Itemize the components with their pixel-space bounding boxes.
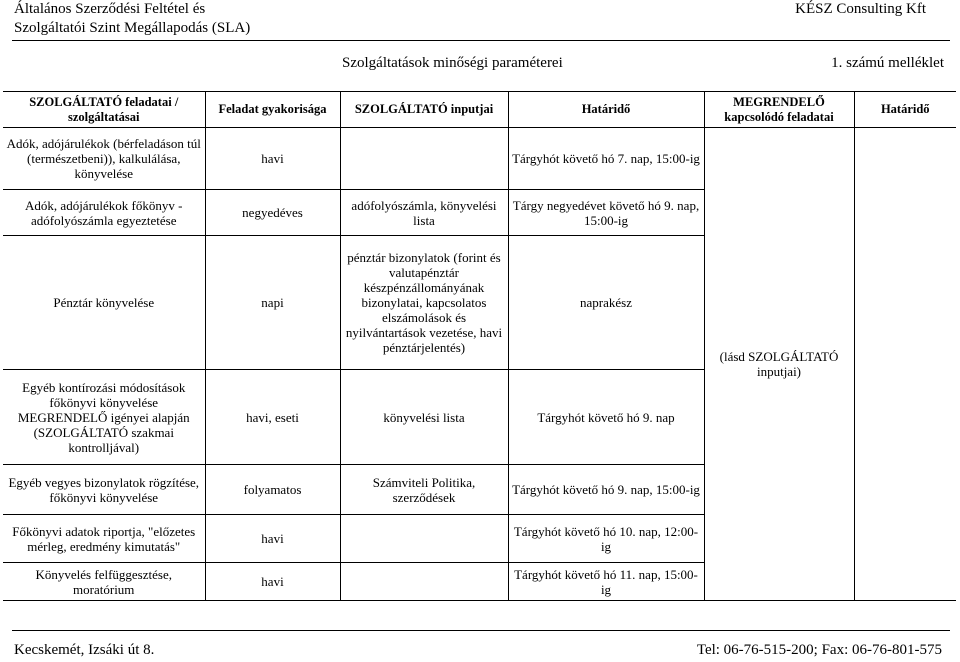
document-title xyxy=(14,0,250,38)
table-header-row xyxy=(3,92,956,128)
input-cell: Számviteli Politika, szerződések xyxy=(340,465,508,515)
section-subtitle: Szolgáltatások minőségi paraméterei xyxy=(342,55,563,71)
document-title-line1: Általános Szerződési Feltétel és xyxy=(14,1,206,17)
col-header-client-tasks: MEGRENDELŐ kapcsolódó feladatai xyxy=(704,92,854,128)
col-header-frequency: Feladat gyakorisága xyxy=(205,92,340,128)
input-cell: adófolyószámla, könyvelési lista xyxy=(340,190,508,236)
deadline-cell: Tárgy negyedévet követő hó 9. nap, 15:00-ig xyxy=(508,190,704,236)
footer-divider xyxy=(12,630,950,631)
input-cell xyxy=(340,128,508,190)
task-cell: Adók, adójárulékok főkönyv - adófolyószámla egyeztetése xyxy=(3,190,205,236)
col-header-client-deadline: Határidő xyxy=(854,92,956,128)
frequency-cell: folyamatos xyxy=(205,465,340,515)
input-cell: könyvelési lista xyxy=(340,370,508,465)
footer-address: Kecskemét, Izsáki út 8. xyxy=(14,642,155,658)
sla-table xyxy=(3,91,956,601)
task-cell: Főkönyvi adatok riportja, "előzetes mérleg, eredmény kimutatás" xyxy=(3,515,205,563)
col-header-input: SZOLGÁLTATÓ inputjai xyxy=(340,92,508,128)
annex-label: 1. számú melléklet xyxy=(831,55,944,71)
frequency-cell: negyedéves xyxy=(205,190,340,236)
header-divider xyxy=(12,40,950,41)
task-cell: Könyvelés felfüggesztése, moratórium xyxy=(3,563,205,601)
input-cell: pénztár bizonylatok (forint és valutapénztár készpénzállományának bizonylatai, kapcsolatos elszámolások és nyilvántartások vezetése, havi pénztárjelentés) xyxy=(340,236,508,370)
input-cell xyxy=(340,515,508,563)
client-tasks-cell: (lásd SZOLGÁLTATÓ inputjai) xyxy=(704,128,854,601)
document-title-line2: Szolgáltatói Szint Megállapodás (SLA) xyxy=(14,20,251,36)
task-cell: Egyéb kontírozási módosítások főkönyvi könyvelése MEGRENDELŐ igényei alapján (SZOLGÁLTATÓ szakmai kontrolljával) xyxy=(3,370,205,465)
client-deadline-cell xyxy=(854,128,956,601)
task-cell: Adók, adójárulékok (bérfeladáson túl (természetbeni)), kalkulálása, könyvelése xyxy=(3,128,205,190)
frequency-cell: havi xyxy=(205,515,340,563)
frequency-cell: napi xyxy=(205,236,340,370)
deadline-cell: Tárgyhót követő hó 9. nap xyxy=(508,370,704,465)
col-header-task: SZOLGÁLTATÓ feladatai / szolgáltatásai xyxy=(3,92,205,128)
table-row xyxy=(3,128,956,190)
deadline-cell: Tárgyhót követő hó 9. nap, 15:00-ig xyxy=(508,465,704,515)
input-cell xyxy=(340,563,508,601)
task-cell: Egyéb vegyes bizonylatok rögzítése, főkönyvi könyvelése xyxy=(3,465,205,515)
task-cell: Pénztár könyvelése xyxy=(3,236,205,370)
deadline-cell: Tárgyhót követő hó 10. nap, 12:00-ig xyxy=(508,515,704,563)
deadline-cell: Tárgyhót követő hó 7. nap, 15:00-ig xyxy=(508,128,704,190)
frequency-cell: havi xyxy=(205,563,340,601)
company-name: KÉSZ Consulting Kft xyxy=(795,1,926,17)
frequency-cell: havi, eseti xyxy=(205,370,340,465)
col-header-deadline: Határidő xyxy=(508,92,704,128)
frequency-cell: havi xyxy=(205,128,340,190)
footer-contact: Tel: 06-76-515-200; Fax: 06-76-801-575 xyxy=(696,642,942,658)
deadline-cell: naprakész xyxy=(508,236,704,370)
deadline-cell: Tárgyhót követő hó 11. nap, 15:00-ig xyxy=(508,563,704,601)
